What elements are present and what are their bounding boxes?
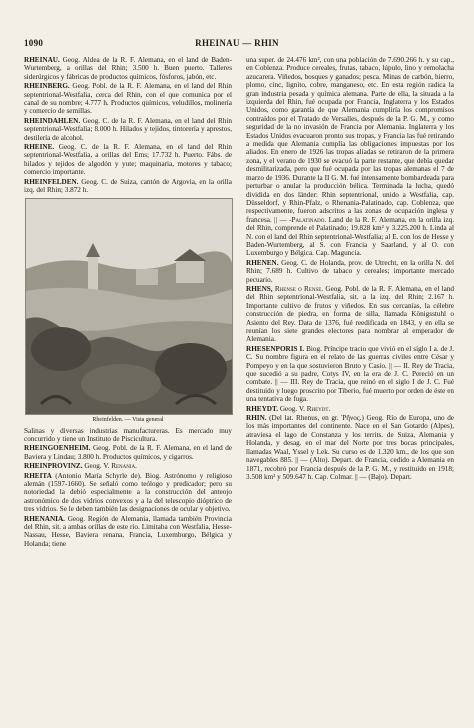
- entry-rheinfelden-cont: Salinas y diversas industrias manufactureras. Es mercado muy concurrido y tiene un Instituto de Piscicultura.: [24, 426, 232, 443]
- entry-rheindahlen: RHEINDAHLEN. Geog. C. de la R. F. Alemana, en el land del Rhin septentrional-Westfalia; 8.000 h. Hilados y tejidos, tintorería y aprestos, destilería de alcohol.: [24, 116, 232, 142]
- entry-rhin: RHIN. (Del lat. Rhenus, en gr. Ῥῆνος.) Geog. Río de Europa, uno de los más importantes del continente. Nace en el San Gotardo (Alpes), atraviesa el lago de Constanza y los territs. de Suiza, Alemania y Holanda, y desag. en el mar del Norte por tres bocas principales, llamadas Waal, Yssel y Lek. Su curso es de 1.320 km., de los que son navegables 885. || — (Alto). Depart. de Francia, cedido a Alemania en 1871, recobró por Francia después de la P. G. M., y restituido en 1918; 3.508 km² y 509.647 h. Cap. Colmar. || — (Bajo). Depart.: [246, 414, 454, 481]
- left-column: [24, 56, 232, 549]
- photo-illustration: [26, 199, 232, 414]
- page-number: 1090: [24, 38, 44, 48]
- entry-rhens: RHENS, Rhense o Rense. Geog. Pobl. de la R. F. Alemana, en el land del Rhin septentrional-Westfalia, sit. a la izq. del Rhin; 2.167 h. Importante cultivo de frutos y viñedos. En sus cercanías, la célebre construcción de piedra, en forma de silla, llamada Königsstuhl o Asiento del Rey. Data de 1376, fué reedificada en 1843, y en ella se reunían los siete grandes electores para nombrar al emperador de Alemania.: [246, 284, 455, 344]
- photo-caption: Rheinfelden. — Vista general: [92, 416, 164, 423]
- rheinfelden-photo: [25, 198, 233, 415]
- right-column: [246, 56, 454, 482]
- entry-rhenania-cont: una super. de 24.476 km², con una población de 7.690.266 h. y su cap., en Coblenza. Produce cereales, frutas, tabaco, lúpulo, lino y remolacha azucarera. Viñedos, bosques y ganados; pesca. Minas de carbón, hierro, plomo, cinc, lignito, cobre, manganeso, etc. En esta región radica la gran industria pesada y química alemana. Parte de ella, la situada a la izquierda del Rhin, fué ocupada por Francia, Inglaterra y los Estados Unidos, como garantía de que Alemania cumpliría los compromisos contraídos por el Tratado de Versalles, después de la P. G. M., y como seguridad de la no invasión de Francia por Alemania. Inglaterra y los Estados Unidos evacuaron pronto sus tropas, y Francia las fué retirando a medida que Alemania cumplía las obligaciones impuestas por los aliados. En enero de 1926 las tropas aliadas se retiraron de la primera zona, y el verano de 1930 se evacuó la parte restante, que debía quedar desmilitarizada, pero que fué ocupada por las tropas alemanas el 7 de marzo de 1936. Durante la II G. M. fué intensamente bombardeada para perturbar o anular la producción bélica. Terminada la lucha, quedó dividida en dos länder: Rhin septentrional, unido a Westfalia, cap. Düsseldorf, y Rhin-Pfalz, o Rhenania-Palatinado, cap. Coblenza, que respectivamente, fueron adscritos a las zonas de ocupación inglesa y francesa. || — -Palatinado. Land de la R. F. Alemana, en la orilla izq. del Rhin, comprende el Palatinado; 19.828 km² y 3.225.200 h. Linda al N. con el land del Rhin septentrional-Westfalia; al E. con los de Hesse y Baden-Wurtemberg, al S. con Francia y Saarland, y al O. con Luxemburgo y Bélgica. Cap. Maguncia.: [246, 56, 454, 258]
- page-header: [24, 38, 450, 52]
- entry-rheinau: RHEINAU. Geog. Aldea de la R. F. Alemana, en el land de Baden-Wurtemberg, a orillas del Rhin; 3.500 h. Buen puerto. Talleres siderúrgicos y fábricas de productos químicos, fósforos, jabón, etc.: [24, 56, 232, 81]
- entry-rhenen: RHENEN. Geog. C. de Holanda, prov. de Utrecht, en la orilla N. del Rhin; 7.689 h. Cultivo de tabaco y cereales; importante mercado pecuario.: [246, 258, 454, 284]
- entry-rheine: RHEINE. Geog. C. de la R. F. Alemana, en el land del Rhin septentrional-Westfalia, a orillas del Ems; 17.732 h. Puerto. Fábs. de hilados y tejidos de algodón y yute; maquinaria, motores y tabaco; comercio importante.: [24, 143, 232, 177]
- running-title: RHEINAU — RHIN: [195, 38, 279, 48]
- entry-rheinberg: RHEINBERG. Geog. Pobl. de la R. F. Alemana, en el land del Rhin septentrional-Westfalia, cerca del Rhin, con el que comunica por el canal de su nombre; 4.777 h. Productos químicos, veludillos, molinería y comercio de semillas.: [24, 82, 232, 116]
- entry-rheinfelden: RHEINFELDEN. Geog. C. de Suiza, cantón de Argovia, en la orilla izq. del Rhin; 3.872 h.: [24, 177, 232, 195]
- entry-rhesenporis: RHESENPORIS I. Biog. Príncipe tracio que vivió en el siglo I a. de J. C. Su nombre figura en el relato de las guerras civiles entre César y Pompeyo y en la que sostuvieron Bruto y Casio. || — II. Rey de Tracia, que sucedió a su padre, Cotys IV, en la era de J. C. Pereció en un combate. || — III. Rey de Tracia, que reinó en el siglo I de J. C. Fué destituido y luego proscrito por Tiberio, fué muerto por orden de éste en una tentativa de fuga.: [246, 344, 455, 404]
- entry-rheingoenheim: RHEINGOENHEIM. Geog. Pobl. de la R. F. Alemana, en el land de Baviera y Lindau; 3.800 h. Productos químicos, y cigarros.: [24, 444, 232, 461]
- entry-rheita: RHEITA (Antonio María Schyrle de). Biog. Astrónomo y religioso alemán (1597-1660). Se señaló como teólogo y predicador; pero su notoriedad la debió especialmente a la construcción del anteojo astronómico de dos vidrios convexos y a la del telescopio dióptrico de tres vidrios. Se le deben también las designaciones de ocular y objetivo.: [24, 471, 232, 514]
- entry-rheinprovinz: RHEINPROVINZ. Geog. V. Renania.: [24, 462, 137, 471]
- entry-rhenania: RHENANIA. Geog. Región de Alemania, llamada también Provincia del Rhin, sit. a ambas orillas de este río. Limitaba con Westfalia, Hesse-Nassau, Hesse, Baviera renana, Francia, Luxemburgo, Bélgica y Holanda; tiene: [24, 514, 232, 548]
- entry-rheydt: RHEYDT. Geog. V. Rheydt.: [246, 404, 331, 413]
